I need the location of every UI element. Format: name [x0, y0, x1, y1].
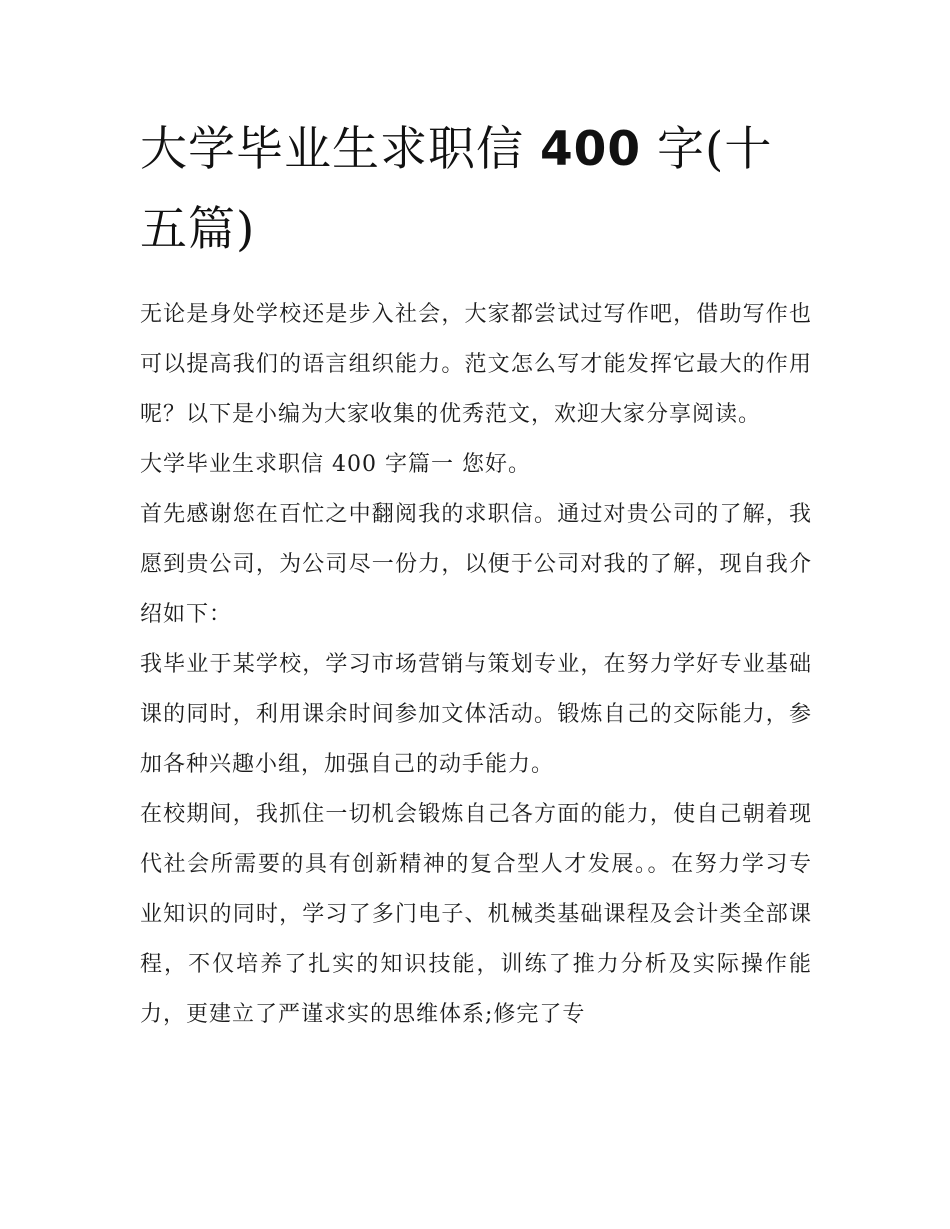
section-heading-paragraph: 大学毕业生求职信 400 字篇一 您好。: [140, 452, 531, 477]
body-paragraph: 首先感谢您在百忙之中翻阅我的求职信。通过对贵公司的了解，我愿到贵公司，为公司尽一份力，以便于公司对我的了解，现自我介绍如下：: [140, 502, 812, 627]
body-paragraph: 在校期间，我抓住一切机会锻炼自己各方面的能力，使自己朝着现代社会所需要的具有创新精神的复合型人才发展。。在努力学习专业知识的同时，学习了多门电子、机械类基础课程及会计类全部课程，不仅培养了扎实的知识技能，训练了推力分析及实际操作能力，更建立了严谨求实的思维体系;修完了专: [140, 802, 812, 1027]
title-text-suffix: 字(十五篇): [140, 122, 773, 257]
title-text: 大学毕业生求职信: [140, 122, 540, 177]
body-paragraph: 我毕业于某学校，学习市场营销与策划专业，在努力学好专业基础课的同时，利用课余时间参加文体活动。锻炼自己的交际能力，参加各种兴趣小组，加强自己的动手能力。: [140, 652, 812, 777]
document-title: [140, 110, 812, 270]
document-body: [140, 110, 812, 1040]
intro-paragraph: 无论是身处学校还是步入社会，大家都尝试过写作吧，借助写作也可以提高我们的语言组织能力。范文怎么写才能发挥它最大的作用呢？以下是小编为大家收集的优秀范文，欢迎大家分享阅读。: [140, 302, 812, 427]
title-number: 400: [539, 122, 642, 177]
